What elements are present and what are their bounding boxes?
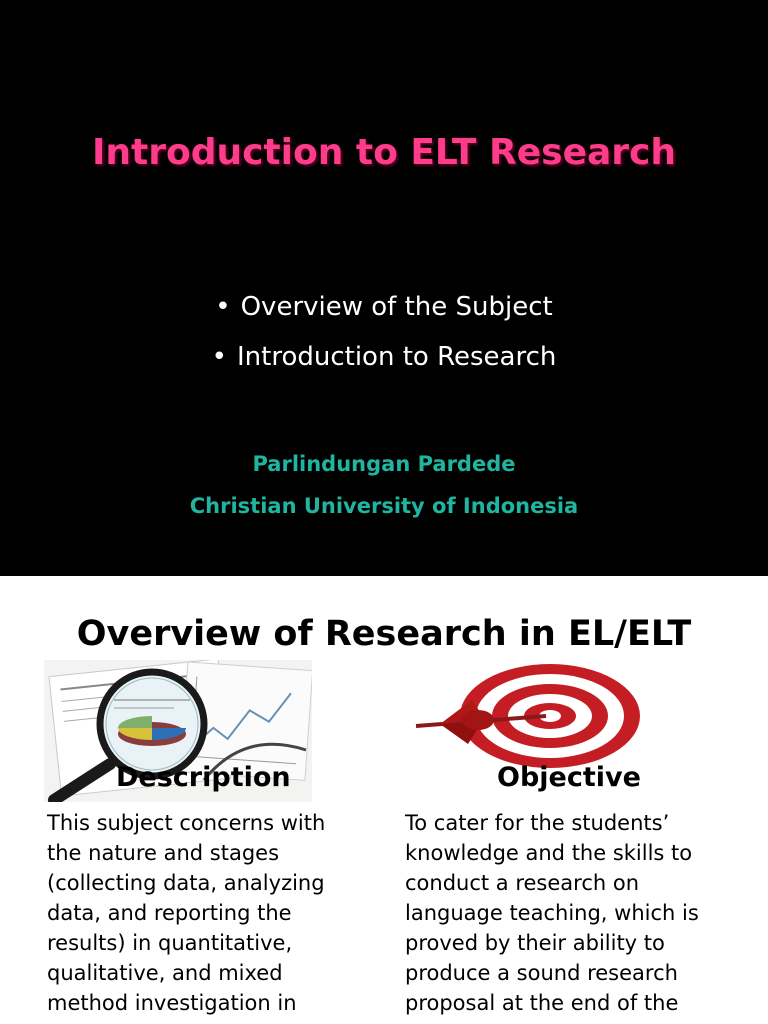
objective-line: proposal at the end of the: [405, 991, 679, 1015]
slide-title: Overview of Research in EL/ELT: [76, 614, 692, 654]
author-institution: Christian University of Indonesia: [189, 494, 579, 518]
slide-title: Introduction to ELT Research: [91, 132, 677, 173]
objective-line: To cater for the students’: [405, 811, 670, 835]
bullet-item: [0, 282, 768, 332]
objective-line: proved by their ability to: [405, 931, 665, 955]
objective-line: language teaching, which is: [405, 901, 699, 925]
objective-text: [405, 808, 725, 1018]
overview-slide: [0, 576, 768, 1024]
bullet-item: [0, 332, 768, 382]
bullet-dot-icon: •: [211, 342, 227, 372]
bullet-dot-icon: •: [215, 292, 231, 322]
bullet-text: Overview of the Subject: [240, 292, 553, 322]
description-line: the nature and stages: [47, 841, 280, 865]
description-line: qualitative, and mixed: [47, 961, 283, 985]
bullet-text: Introduction to Research: [237, 342, 557, 372]
description-line: This subject concerns with: [47, 811, 326, 835]
objective-line: conduct a research on: [405, 871, 640, 895]
objective-line: knowledge and the skills to: [405, 841, 693, 865]
description-line: results) in quantitative,: [47, 931, 293, 955]
description-text: [47, 808, 347, 1018]
author-name: Parlindungan Pardede: [252, 452, 516, 476]
description-line: (collecting data, analyzing: [47, 871, 325, 895]
objective-line: produce a sound research: [405, 961, 678, 985]
dart-target-icon: [410, 660, 642, 774]
description-line: data, and reporting the: [47, 901, 292, 925]
description-heading: Description: [116, 762, 291, 793]
description-line: method investigation in: [47, 991, 297, 1015]
objective-heading: Objective: [497, 762, 641, 793]
bullet-list: [0, 282, 768, 382]
